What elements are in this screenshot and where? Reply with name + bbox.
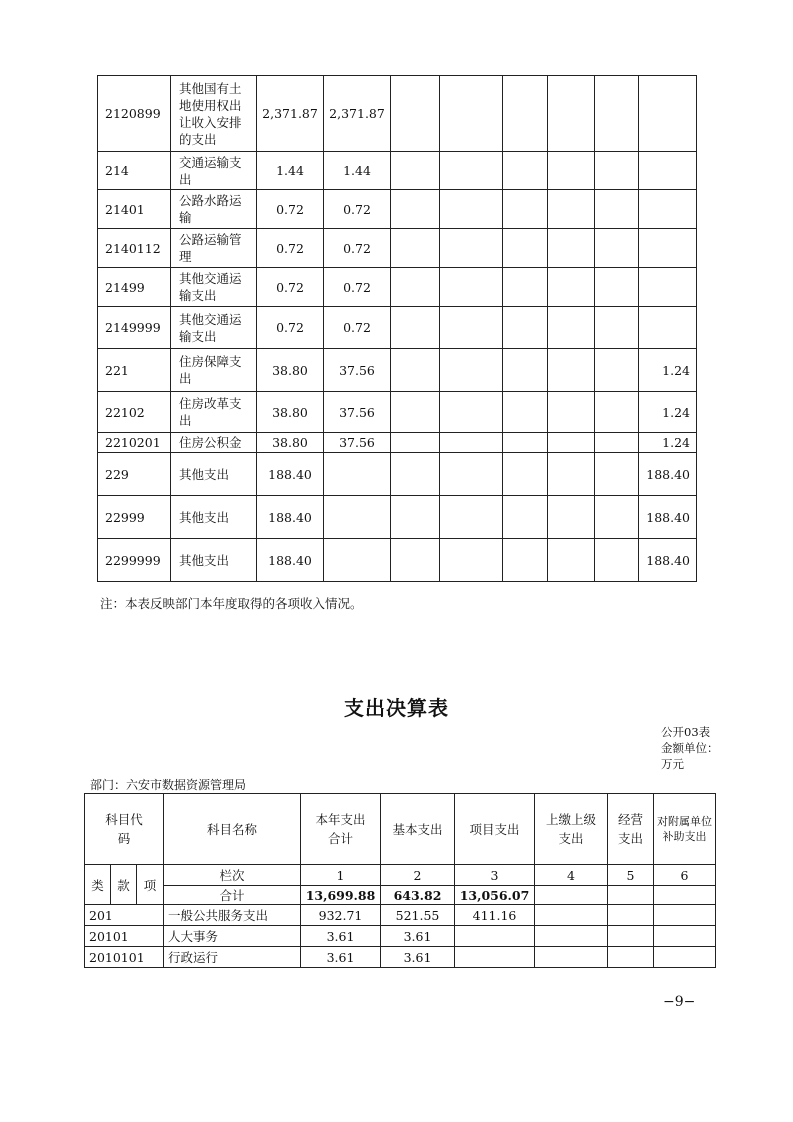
row-basic: 3.61 bbox=[381, 947, 455, 968]
row-col3 bbox=[391, 539, 440, 582]
row-total: 932.71 bbox=[301, 905, 381, 926]
row-col7 bbox=[595, 392, 639, 433]
row-col7 bbox=[595, 453, 639, 496]
table-meta bbox=[661, 724, 721, 772]
row-col8 bbox=[639, 152, 697, 190]
amount-unit: 金额单位：万元 bbox=[661, 741, 719, 771]
row-col8 bbox=[639, 190, 697, 229]
header-code: 科目代码 bbox=[85, 794, 164, 865]
sum-row bbox=[85, 886, 716, 905]
row-col8: 188.40 bbox=[639, 453, 697, 496]
row-col3 bbox=[391, 268, 440, 307]
row-col3 bbox=[391, 76, 440, 152]
row-col6 bbox=[548, 76, 595, 152]
row-col3 bbox=[391, 496, 440, 539]
row-project bbox=[455, 926, 535, 947]
row-col5 bbox=[503, 539, 548, 582]
table-row bbox=[98, 190, 697, 229]
expense-table bbox=[84, 793, 716, 968]
sum-label: 合计 bbox=[164, 886, 301, 905]
row-col7 bbox=[595, 190, 639, 229]
row-col5 bbox=[503, 496, 548, 539]
col-number: 4 bbox=[535, 865, 608, 886]
header-subsidy: 对附属单位补助支出 bbox=[654, 794, 716, 865]
table-row bbox=[98, 152, 697, 190]
row-col4 bbox=[440, 190, 503, 229]
row-business bbox=[608, 926, 654, 947]
row-col6 bbox=[548, 392, 595, 433]
table-row bbox=[85, 926, 716, 947]
header-business: 经营支出 bbox=[608, 794, 654, 865]
row-col3 bbox=[391, 392, 440, 433]
row-col3 bbox=[391, 307, 440, 349]
table-row bbox=[98, 229, 697, 268]
row-col6 bbox=[548, 268, 595, 307]
row-col8 bbox=[639, 229, 697, 268]
row-col4 bbox=[440, 433, 503, 453]
row-col6 bbox=[548, 453, 595, 496]
row-total: 0.72 bbox=[257, 268, 324, 307]
row-name: 住房改革支出 bbox=[171, 392, 257, 433]
row-total: 3.61 bbox=[301, 947, 381, 968]
row-basic: 3.61 bbox=[381, 926, 455, 947]
row-basic bbox=[324, 539, 391, 582]
row-col5 bbox=[503, 268, 548, 307]
row-total: 188.40 bbox=[257, 496, 324, 539]
row-upper bbox=[535, 905, 608, 926]
row-code: 21401 bbox=[98, 190, 171, 229]
row-col4 bbox=[440, 152, 503, 190]
row-col4 bbox=[440, 76, 503, 152]
sub-header-kuan: 款 bbox=[111, 865, 137, 905]
row-col6 bbox=[548, 349, 595, 392]
row-col7 bbox=[595, 152, 639, 190]
row-name: 人大事务 bbox=[164, 926, 301, 947]
sum-business bbox=[608, 886, 654, 905]
row-col5 bbox=[503, 392, 548, 433]
row-code: 2149999 bbox=[98, 307, 171, 349]
row-total: 38.80 bbox=[257, 349, 324, 392]
row-name: 其他国有土地使用权出让收入安排的支出 bbox=[171, 76, 257, 152]
row-name: 一般公共服务支出 bbox=[164, 905, 301, 926]
header-total: 本年支出合计 bbox=[301, 794, 381, 865]
row-col6 bbox=[548, 307, 595, 349]
row-col8: 188.40 bbox=[639, 496, 697, 539]
row-basic bbox=[324, 453, 391, 496]
row-col7 bbox=[595, 496, 639, 539]
row-subsidy bbox=[654, 926, 716, 947]
row-code: 21499 bbox=[98, 268, 171, 307]
row-col7 bbox=[595, 76, 639, 152]
row-col7 bbox=[595, 229, 639, 268]
table-row bbox=[98, 539, 697, 582]
header-basic: 基本支出 bbox=[381, 794, 455, 865]
row-upper bbox=[535, 926, 608, 947]
page-number: −9− bbox=[663, 994, 696, 1010]
col-number: 2 bbox=[381, 865, 455, 886]
col-number: 1 bbox=[301, 865, 381, 886]
row-basic: 37.56 bbox=[324, 392, 391, 433]
row-code: 22999 bbox=[98, 496, 171, 539]
row-total: 188.40 bbox=[257, 539, 324, 582]
row-col4 bbox=[440, 307, 503, 349]
row-upper bbox=[535, 947, 608, 968]
row-basic: 0.72 bbox=[324, 307, 391, 349]
row-col4 bbox=[440, 268, 503, 307]
row-col7 bbox=[595, 433, 639, 453]
row-basic: 521.55 bbox=[381, 905, 455, 926]
row-col7 bbox=[595, 349, 639, 392]
table-row bbox=[98, 433, 697, 453]
row-col6 bbox=[548, 496, 595, 539]
row-code: 2120899 bbox=[98, 76, 171, 152]
row-col3 bbox=[391, 190, 440, 229]
table-row bbox=[98, 496, 697, 539]
row-col3 bbox=[391, 349, 440, 392]
row-total: 2,371.87 bbox=[257, 76, 324, 152]
header-upper: 上缴上级支出 bbox=[535, 794, 608, 865]
row-col8: 188.40 bbox=[639, 539, 697, 582]
row-total: 188.40 bbox=[257, 453, 324, 496]
table-row bbox=[98, 392, 697, 433]
table-row bbox=[85, 905, 716, 926]
row-col7 bbox=[595, 539, 639, 582]
table-row bbox=[85, 947, 716, 968]
table-row bbox=[98, 268, 697, 307]
row-basic: 2,371.87 bbox=[324, 76, 391, 152]
row-col6 bbox=[548, 229, 595, 268]
row-total: 1.44 bbox=[257, 152, 324, 190]
income-table bbox=[97, 75, 697, 582]
row-name: 其他支出 bbox=[171, 496, 257, 539]
row-name: 住房公积金 bbox=[171, 433, 257, 453]
row-total: 0.72 bbox=[257, 190, 324, 229]
sum-upper bbox=[535, 886, 608, 905]
row-code: 229 bbox=[98, 453, 171, 496]
header-project: 项目支出 bbox=[455, 794, 535, 865]
col-number: 5 bbox=[608, 865, 654, 886]
row-col5 bbox=[503, 307, 548, 349]
row-basic bbox=[324, 496, 391, 539]
col-number: 6 bbox=[654, 865, 716, 886]
row-col6 bbox=[548, 433, 595, 453]
table-row bbox=[98, 76, 697, 152]
row-col8 bbox=[639, 268, 697, 307]
row-basic: 1.44 bbox=[324, 152, 391, 190]
row-col4 bbox=[440, 496, 503, 539]
row-col5 bbox=[503, 190, 548, 229]
row-code: 201 bbox=[85, 905, 164, 926]
row-col4 bbox=[440, 453, 503, 496]
row-col5 bbox=[503, 152, 548, 190]
row-col6 bbox=[548, 152, 595, 190]
row-code: 2210201 bbox=[98, 433, 171, 453]
row-col4 bbox=[440, 392, 503, 433]
row-basic: 0.72 bbox=[324, 268, 391, 307]
row-code: 214 bbox=[98, 152, 171, 190]
row-total: 38.80 bbox=[257, 392, 324, 433]
table-number: 公开03表 bbox=[661, 725, 711, 739]
row-col5 bbox=[503, 433, 548, 453]
row-col4 bbox=[440, 229, 503, 268]
row-col8: 1.24 bbox=[639, 392, 697, 433]
column-number-row bbox=[85, 865, 716, 886]
row-col4 bbox=[440, 349, 503, 392]
row-project: 411.16 bbox=[455, 905, 535, 926]
row-name: 交通运输支出 bbox=[171, 152, 257, 190]
row-code: 221 bbox=[98, 349, 171, 392]
row-code: 2299999 bbox=[98, 539, 171, 582]
row-code: 2140112 bbox=[98, 229, 171, 268]
row-subsidy bbox=[654, 905, 716, 926]
row-subsidy bbox=[654, 947, 716, 968]
row-total: 0.72 bbox=[257, 307, 324, 349]
sub-header-xiang: 项 bbox=[137, 865, 164, 905]
table-row bbox=[98, 453, 697, 496]
sum-basic: 643.82 bbox=[381, 886, 455, 905]
row-name: 其他支出 bbox=[171, 539, 257, 582]
row-basic: 37.56 bbox=[324, 433, 391, 453]
row-col5 bbox=[503, 453, 548, 496]
row-col3 bbox=[391, 433, 440, 453]
row-col8: 1.24 bbox=[639, 349, 697, 392]
sum-subsidy bbox=[654, 886, 716, 905]
row-name: 其他支出 bbox=[171, 453, 257, 496]
row-col3 bbox=[391, 229, 440, 268]
row-col7 bbox=[595, 268, 639, 307]
row-basic: 37.56 bbox=[324, 349, 391, 392]
row-col6 bbox=[548, 190, 595, 229]
row-code: 2010101 bbox=[85, 947, 164, 968]
department-label: 部门：六安市数据资源管理局 bbox=[90, 778, 247, 792]
row-business bbox=[608, 947, 654, 968]
row-total: 38.80 bbox=[257, 433, 324, 453]
table-note: 注：本表反映部门本年度取得的各项收入情况。 bbox=[100, 596, 363, 611]
row-col5 bbox=[503, 349, 548, 392]
row-name: 其他交通运输支出 bbox=[171, 268, 257, 307]
sub-header-lanci: 栏次 bbox=[164, 865, 301, 886]
row-total: 0.72 bbox=[257, 229, 324, 268]
table-row bbox=[98, 349, 697, 392]
row-project bbox=[455, 947, 535, 968]
row-col8: 1.24 bbox=[639, 433, 697, 453]
row-col8 bbox=[639, 307, 697, 349]
page-title: 支出决算表 bbox=[344, 696, 449, 720]
row-basic: 0.72 bbox=[324, 190, 391, 229]
row-basic: 0.72 bbox=[324, 229, 391, 268]
col-number: 3 bbox=[455, 865, 535, 886]
row-col5 bbox=[503, 229, 548, 268]
row-col8 bbox=[639, 76, 697, 152]
row-col5 bbox=[503, 76, 548, 152]
row-col6 bbox=[548, 539, 595, 582]
row-name: 公路水路运输 bbox=[171, 190, 257, 229]
row-col3 bbox=[391, 453, 440, 496]
sum-total: 13,699.88 bbox=[301, 886, 381, 905]
sum-project: 13,056.07 bbox=[455, 886, 535, 905]
row-code: 20101 bbox=[85, 926, 164, 947]
row-name: 公路运输管理 bbox=[171, 229, 257, 268]
header-name: 科目名称 bbox=[164, 794, 301, 865]
header-row bbox=[85, 794, 716, 865]
row-name: 其他交通运输支出 bbox=[171, 307, 257, 349]
table-row bbox=[98, 307, 697, 349]
row-col4 bbox=[440, 539, 503, 582]
row-name: 行政运行 bbox=[164, 947, 301, 968]
sub-header-lei: 类 bbox=[85, 865, 111, 905]
row-total: 3.61 bbox=[301, 926, 381, 947]
row-business bbox=[608, 905, 654, 926]
row-col3 bbox=[391, 152, 440, 190]
row-name: 住房保障支出 bbox=[171, 349, 257, 392]
row-code: 22102 bbox=[98, 392, 171, 433]
row-col7 bbox=[595, 307, 639, 349]
